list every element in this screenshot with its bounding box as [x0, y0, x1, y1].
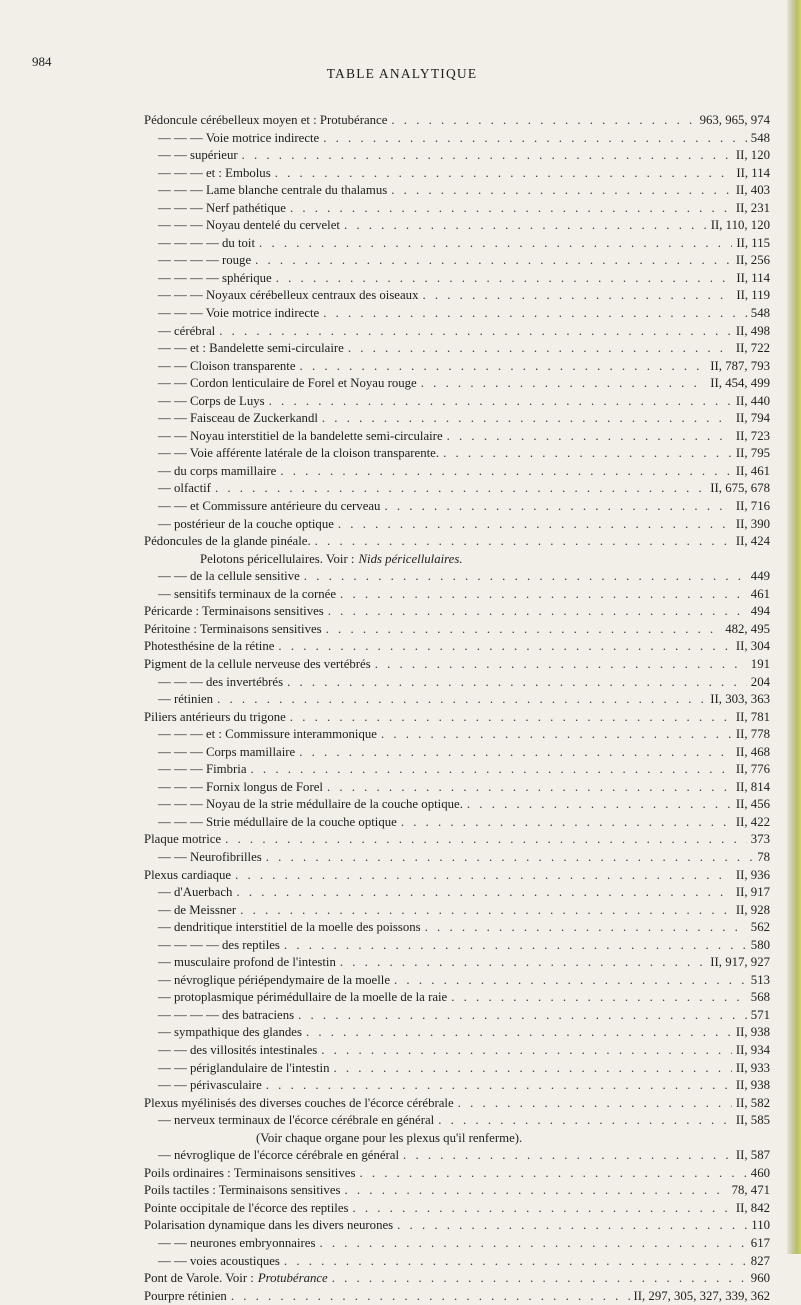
entry-label: — — — Voie motrice indirecte	[158, 130, 320, 145]
entry-page-reference: 78	[757, 849, 770, 864]
entry-label: Poils ordinaires : Terminaisons sensitives	[144, 1165, 356, 1180]
dot-leader	[315, 533, 732, 551]
entry-page-reference: II, 461	[735, 463, 770, 478]
entry-page-reference: II, 795	[735, 446, 770, 461]
entry-label: Pointe occipitale de l'écorce des reptiles	[144, 1200, 349, 1215]
entry-page-reference: II, 498	[735, 323, 770, 338]
entry-page-reference: II, 781	[735, 709, 770, 724]
dot-leader	[340, 954, 706, 972]
entry-page-reference: II, 842	[735, 1200, 770, 1215]
entry-page-reference: II, 424	[735, 534, 770, 549]
entry-see-reference: Protubérance	[257, 1271, 328, 1286]
entry-label: — — voies acoustiques	[158, 1253, 280, 1268]
entry-label: — — Cordon lenticulaire de Forel et Noyau rouge	[158, 376, 417, 391]
dot-leader	[240, 902, 732, 920]
index-entry	[144, 691, 770, 709]
dot-leader	[447, 428, 732, 446]
entry-label: — — des villosités intestinales	[158, 1042, 318, 1057]
index-entry	[144, 147, 770, 165]
index-entry	[144, 656, 770, 674]
entry-page-reference: II, 303, 363	[710, 692, 770, 707]
dot-leader	[280, 463, 732, 481]
dot-leader	[278, 638, 731, 656]
index-entry	[144, 252, 770, 270]
index-entry	[144, 200, 770, 218]
dot-leader	[381, 726, 732, 744]
index-entry	[144, 1165, 770, 1183]
entry-label: Piliers antérieurs du trigone	[144, 709, 286, 724]
entry-page-reference: II, 787, 793	[710, 358, 770, 373]
dot-leader	[327, 779, 732, 797]
entry-page-reference: II, 938	[735, 1078, 770, 1093]
dot-leader	[300, 358, 707, 376]
entry-label: — — — — des batraciens	[158, 1007, 295, 1022]
entry-label: — — — Corps mamillaire	[158, 744, 296, 759]
dot-leader	[231, 1288, 630, 1305]
entry-page-reference: II, 422	[735, 814, 770, 829]
entry-page-reference: II, 776	[735, 762, 770, 777]
index-entry	[144, 884, 770, 902]
index-entry	[144, 428, 770, 446]
index-entry	[144, 1235, 770, 1253]
entry-page-reference: 580	[750, 937, 770, 952]
index-entry	[144, 1060, 770, 1078]
dot-leader	[352, 1200, 731, 1218]
index-entry	[144, 638, 770, 656]
dot-leader	[322, 410, 732, 428]
entry-label: Pigment de la cellule nerveuse des vertébrés	[144, 656, 371, 671]
entry-label: — — — Nerf pathétique	[158, 200, 286, 215]
entry-label: Plexus myélinisés des diverses couches de l'écorce cérébrale	[144, 1095, 454, 1110]
entry-page-reference: II, 256	[735, 253, 770, 268]
index-entry	[144, 112, 770, 130]
index-entry	[144, 1147, 770, 1165]
entry-page-reference: II, 297, 305, 327, 339, 362	[633, 1288, 770, 1303]
entry-label: — cérébral	[158, 323, 216, 338]
entry-page-reference: II, 120	[735, 148, 770, 163]
index-entry	[144, 1077, 770, 1095]
index-entry	[144, 726, 770, 744]
dot-leader	[269, 393, 732, 411]
dot-leader	[326, 621, 722, 639]
index-entry	[144, 814, 770, 832]
dot-leader	[323, 130, 747, 148]
entry-page-reference: II, 110, 120	[710, 218, 770, 233]
index-entry	[144, 1024, 770, 1042]
entry-page-reference: 449	[750, 569, 770, 584]
entry-page-reference: 548	[750, 130, 770, 145]
entry-label: — — périvasculaire	[158, 1078, 262, 1093]
entry-label: — névroglique périépendymaire de la moelle	[158, 972, 391, 987]
entry-label: Polarisation dynamique dans les divers neurones	[144, 1218, 394, 1233]
entry-page-reference: II, 933	[735, 1060, 770, 1075]
index-entry	[144, 1095, 770, 1113]
dot-leader	[298, 1007, 747, 1025]
entry-label: Pourpre rétinien	[144, 1288, 227, 1303]
dot-leader	[391, 182, 732, 200]
entry-page-reference: 191	[750, 656, 770, 671]
entry-page-reference: II, 454, 499	[710, 376, 770, 391]
entry-page-reference: II, 716	[735, 499, 770, 514]
entry-label: — protoplasmique périmédullaire de la moelle de la raie	[158, 990, 448, 1005]
index-entry	[144, 1112, 770, 1130]
entry-label: — — — Noyau dentelé du cervelet	[158, 218, 340, 233]
index-entry	[144, 972, 770, 990]
entry-label: — — — Lame blanche centrale du thalamus	[158, 183, 388, 198]
index-entry	[144, 1217, 770, 1235]
index-entry	[144, 849, 770, 867]
index-entry	[144, 1007, 770, 1025]
entry-page-reference: II, 722	[735, 341, 770, 356]
dot-leader	[451, 989, 747, 1007]
entry-label: — — et : Bandelette semi-circulaire	[158, 341, 344, 356]
dot-leader	[284, 1253, 747, 1271]
entry-label: — — Faisceau de Zuckerkandl	[158, 411, 318, 426]
entry-page-reference: 460	[750, 1165, 770, 1180]
entry-page-reference: II, 119	[736, 288, 770, 303]
index-entry	[144, 498, 770, 516]
dot-leader	[422, 287, 732, 305]
entry-page-reference: II, 587	[735, 1148, 770, 1163]
dot-leader	[438, 1112, 732, 1130]
entry-page-reference: 110	[751, 1218, 770, 1233]
entry-page-reference: II, 115	[736, 235, 770, 250]
entry-label: Pelotons péricellulaires. Voir :	[200, 551, 355, 566]
dot-leader	[304, 568, 747, 586]
entry-page-reference: II, 582	[735, 1095, 770, 1110]
dot-leader	[236, 884, 731, 902]
entry-page-reference: 960	[750, 1271, 770, 1286]
entry-label: — — — Fimbria	[158, 762, 247, 777]
index-entry	[144, 603, 770, 621]
entry-page-reference: 461	[750, 586, 770, 601]
index-entry	[144, 1288, 770, 1305]
dot-leader	[348, 340, 732, 358]
entry-page-reference: 571	[750, 1007, 770, 1022]
dot-leader	[251, 761, 732, 779]
entry-label: — d'Auerbach	[158, 885, 233, 900]
entry-label: — de Meissner	[158, 902, 237, 917]
dot-leader	[391, 112, 695, 130]
dot-leader	[340, 586, 747, 604]
entry-label: — sensitifs terminaux de la cornée	[158, 586, 337, 601]
entry-page-reference: 494	[750, 604, 770, 619]
entry-label: — rétinien	[158, 692, 214, 707]
index-entry	[144, 954, 770, 972]
dot-leader	[259, 235, 732, 253]
dot-leader	[394, 972, 747, 990]
page-header	[32, 54, 772, 84]
index-entry	[144, 235, 770, 253]
entry-label: — — supérieur	[158, 148, 238, 163]
dot-leader	[321, 1042, 732, 1060]
entry-label: Plexus cardiaque	[144, 867, 232, 882]
index-entry	[144, 375, 770, 393]
entry-page-reference: II, 390	[735, 516, 770, 531]
entry-label: Photesthésine de la rétine	[144, 639, 275, 654]
entry-label: — — — Noyaux cérébelleux centraux des oiseaux	[158, 288, 419, 303]
index-entry	[144, 165, 770, 183]
index-entry	[144, 989, 770, 1007]
dot-leader	[266, 1077, 732, 1095]
entry-page-reference: II, 723	[735, 428, 770, 443]
entry-label: — sympathique des glandes	[158, 1025, 302, 1040]
index-entry	[144, 305, 770, 323]
entry-label: — — — Voie motrice indirecte	[158, 306, 320, 321]
dot-leader	[255, 252, 732, 270]
entry-label: — — — Noyau de la strie médullaire de la couche optique.	[158, 797, 463, 812]
dot-leader	[345, 1182, 728, 1200]
entry-label: — — neurones embryonnaires	[158, 1236, 316, 1250]
entry-page-reference: 78, 471	[731, 1183, 770, 1198]
entry-page-reference: 373	[750, 832, 770, 847]
index-entry	[144, 130, 770, 148]
dot-leader	[401, 814, 732, 832]
entry-label: — nerveux terminaux de l'écorce cérébrale en général	[158, 1113, 435, 1128]
entry-see-reference: Nids péricellulaires.	[358, 551, 463, 566]
index-entry	[144, 217, 770, 235]
entry-label: Péritoine : Terminaisons sensitives	[144, 621, 322, 636]
entry-label: — dendritique interstitiel de la moelle des poissons	[158, 920, 421, 935]
index-entry	[144, 709, 770, 727]
dot-leader	[338, 516, 732, 534]
entry-label: Pédoncule cérébelleux moyen et : Protubérance	[144, 113, 388, 127]
dot-leader	[384, 498, 731, 516]
index-entry	[144, 586, 770, 604]
index-entry	[144, 1182, 770, 1200]
entry-label: — — — — des reptiles	[158, 937, 280, 952]
entry-page-reference: II, 778	[735, 727, 770, 742]
dot-leader	[287, 674, 747, 692]
dot-leader	[242, 147, 732, 165]
entry-page-reference: II, 114	[736, 165, 770, 180]
dot-leader	[425, 919, 747, 937]
dot-leader	[235, 867, 732, 885]
entry-label: — — périglandulaire de l'intestin	[158, 1060, 330, 1075]
dot-leader	[323, 305, 747, 323]
index-entry	[144, 340, 770, 358]
dot-leader	[359, 1165, 746, 1183]
index-entry	[144, 744, 770, 762]
entry-page-reference: II, 936	[735, 867, 770, 882]
index-entry	[144, 1042, 770, 1060]
entry-page-reference: II, 456	[735, 797, 770, 812]
index-entry	[144, 867, 770, 885]
dot-leader	[215, 480, 706, 498]
entry-label: — — — Strie médullaire de la couche optique	[158, 814, 397, 829]
entry-page-reference: II, 440	[735, 393, 770, 408]
entry-page-reference: 963, 965, 974	[699, 113, 770, 127]
entry-page-reference: II, 934	[735, 1042, 770, 1057]
index-entry	[144, 287, 770, 305]
entry-label: — olfactif	[158, 481, 211, 496]
entry-label: — — Voie afférente latérale de la cloison transparente.	[158, 446, 440, 461]
entry-page-reference: 204	[750, 674, 770, 689]
index-entry	[144, 323, 770, 341]
dot-leader	[299, 744, 732, 762]
dot-leader	[375, 656, 747, 674]
entry-page-reference: 617	[750, 1236, 770, 1250]
entry-page-reference: II, 403	[735, 183, 770, 198]
dot-leader	[275, 165, 733, 183]
entry-label: — — — et : Commissure interammonique	[158, 727, 377, 742]
index-entry	[144, 463, 770, 481]
entry-page-reference: II, 304	[735, 639, 770, 654]
entry-page-reference: II, 231	[735, 200, 770, 215]
dot-leader	[421, 375, 707, 393]
dot-leader	[290, 709, 732, 727]
index-entry	[144, 480, 770, 498]
dot-leader	[344, 217, 707, 235]
entry-label: — — Noyau interstitiel de la bandelette semi-circulaire	[158, 428, 443, 443]
entry-label: — — — et : Embolus	[158, 165, 271, 180]
index-entry	[144, 779, 770, 797]
dot-leader	[403, 1147, 732, 1165]
dot-leader	[397, 1217, 747, 1235]
dot-leader	[333, 1060, 731, 1078]
dot-leader	[467, 796, 732, 814]
index-entry	[144, 358, 770, 376]
index-entry	[144, 674, 770, 692]
entry-page-reference: II, 675, 678	[710, 481, 770, 496]
index-entry	[144, 182, 770, 200]
entry-page-reference: II, 928	[735, 902, 770, 917]
dot-leader	[443, 445, 732, 463]
entry-label: — névroglique de l'écorce cérébrale en général	[158, 1148, 400, 1163]
dot-leader	[290, 200, 732, 218]
index-entry	[144, 831, 770, 849]
entry-label: (Voir chaque organe pour les plexus qu'il renferme).	[256, 1130, 523, 1145]
dot-leader	[217, 691, 706, 709]
entry-page-reference: II, 585	[735, 1113, 770, 1128]
entry-page-reference: 827	[750, 1253, 770, 1268]
index-entry	[144, 410, 770, 428]
dot-leader	[319, 1235, 746, 1253]
index-entry	[144, 533, 770, 551]
entry-label: Pont de Varole. Voir :	[144, 1271, 254, 1286]
entry-label: Poils tactiles : Terminaisons sensitives	[144, 1183, 341, 1198]
index-entry	[144, 551, 770, 569]
entry-label: Plaque motrice	[144, 832, 222, 847]
dot-leader	[306, 1024, 732, 1042]
entry-page-reference: II, 468	[735, 744, 770, 759]
index-entry	[144, 516, 770, 534]
entry-label: — — — des invertébrés	[158, 674, 284, 689]
entry-label: — — de la cellule sensitive	[158, 569, 300, 584]
index-entry	[144, 919, 770, 937]
dot-leader	[458, 1095, 732, 1113]
dot-leader	[284, 937, 747, 955]
index-entry	[144, 568, 770, 586]
index-entry	[144, 796, 770, 814]
index-entry	[144, 1130, 770, 1148]
entry-label: — — — — du toit	[158, 235, 256, 250]
index-entry	[144, 902, 770, 920]
entry-label: — du corps mamillaire	[158, 463, 277, 478]
entry-label: — — — Fornix longus de Forel	[158, 779, 323, 794]
entry-label: — — et Commissure antérieure du cerveau	[158, 499, 381, 514]
entry-label: — — Cloison transparente	[158, 358, 296, 373]
entry-label: Pédoncules de la glande pinéale.	[144, 534, 311, 549]
page-number: 984	[32, 54, 52, 69]
entry-page-reference: 513	[750, 972, 770, 987]
entry-page-reference: II, 114	[736, 270, 770, 285]
entry-label: — — — — sphérique	[158, 270, 272, 285]
index-entry	[144, 393, 770, 411]
running-title: TABLE ANALYTIQUE	[326, 66, 478, 81]
dot-leader	[276, 270, 733, 288]
index-entry	[144, 1270, 770, 1288]
entry-label: — musculaire profond de l'intestin	[158, 955, 336, 970]
index-entry	[144, 621, 770, 639]
index-entries	[144, 112, 770, 1305]
index-entry	[144, 1200, 770, 1218]
dot-leader	[332, 1270, 747, 1288]
entry-label: — postérieur de la couche optique	[158, 516, 334, 531]
dot-leader	[266, 849, 753, 867]
index-entry	[144, 1253, 770, 1271]
entry-page-reference: II, 917	[735, 885, 770, 900]
entry-page-reference: II, 917, 927	[710, 955, 770, 970]
dot-leader	[328, 603, 747, 621]
entry-label: — — — — rouge	[158, 253, 252, 268]
entry-page-reference: 548	[750, 306, 770, 321]
entry-page-reference: 482, 495	[725, 621, 770, 636]
entry-page-reference: 568	[750, 990, 770, 1005]
page-edge	[787, 0, 801, 1254]
dot-leader	[225, 831, 747, 849]
index-entry	[144, 761, 770, 779]
entry-label: — — Neurofibrilles	[158, 849, 262, 864]
entry-page-reference: 562	[750, 920, 770, 935]
entry-label: — — Corps de Luys	[158, 393, 265, 408]
entry-page-reference: II, 794	[735, 411, 770, 426]
index-entry	[144, 937, 770, 955]
index-entry	[144, 270, 770, 288]
index-entry	[144, 445, 770, 463]
dot-leader	[219, 323, 732, 341]
entry-page-reference: II, 938	[735, 1025, 770, 1040]
entry-label: Péricarde : Terminaisons sensitives	[144, 604, 324, 619]
entry-page-reference: II, 814	[735, 779, 770, 794]
